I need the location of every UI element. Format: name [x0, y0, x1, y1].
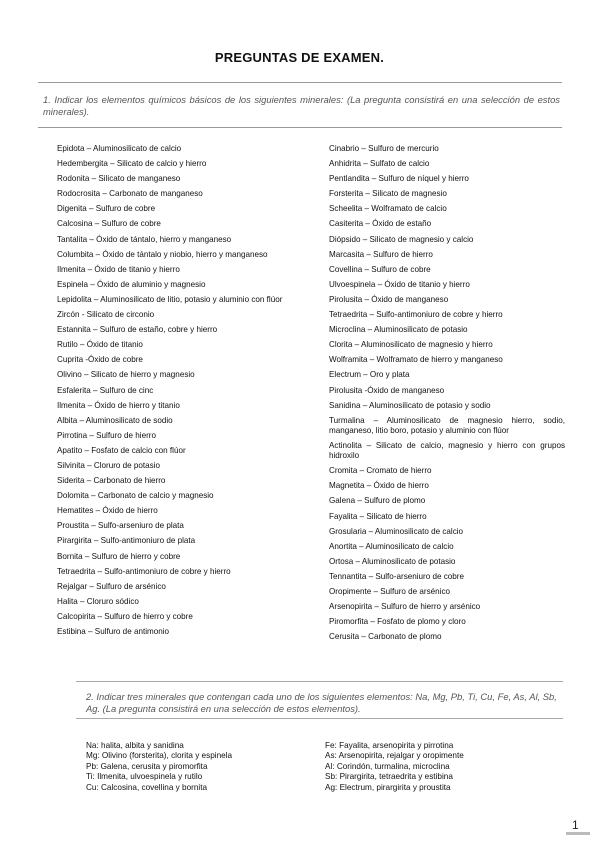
- mineral-item: Estibina – Sulfuro de antimonio: [57, 627, 170, 636]
- mineral-item: Rutilo – Óxido de titanio: [57, 340, 143, 350]
- element-item: Ti: Ilmenita, ulvoespinela y rutilo: [86, 772, 203, 782]
- mineral-item: Pirargirita – Sulfo-antimoniuro de plata: [57, 536, 196, 546]
- element-item: Mg: Olivino (forsterita), clorita y espinela: [86, 751, 233, 761]
- elements-list-left: [86, 741, 306, 793]
- mineral-item: Marcasita – Sulfuro de hierro: [329, 249, 433, 259]
- element-item: Cu: Calcosina, covellina y bornita: [86, 782, 208, 792]
- mineral-item: Casiterita – Óxido de estaño: [329, 219, 432, 229]
- mineral-item: Covellina – Sulfuro de cobre: [329, 264, 431, 274]
- mineral-item: Wolframita – Wolframato de hierro y manganeso: [329, 355, 503, 365]
- mineral-item: Siderita – Carbonato de hierro: [57, 476, 166, 486]
- mineral-item: Ortosa – Aluminosilicato de potasio: [329, 556, 456, 566]
- mineral-item: Diópsido – Silicato de magnesio y calcio: [329, 234, 474, 244]
- mineral-item: Dolomita – Carbonato de calcio y magnesio: [57, 491, 214, 501]
- mineral-item: Hematites – Óxido de hierro: [57, 506, 158, 516]
- mineral-item: Rodocrosita – Carbonato de manganeso: [57, 189, 203, 199]
- element-item: As: Arsenopirita, rejalgar y oropimente: [325, 751, 464, 761]
- mineral-item: Cromita – Cromato de hierro: [329, 466, 432, 476]
- mineral-item: Rodonita – Silicato de manganeso: [57, 174, 181, 184]
- element-item: Pb: Galena, cerusita y piromorfita: [86, 761, 208, 771]
- mineral-item: Galena – Sulfuro de plomo: [329, 496, 426, 506]
- mineral-item: Hedembergita – Silicato de calcio y hierro: [57, 159, 207, 169]
- mineral-item: Tetraedrita – Sulfo-antimoniuro de cobre y hierro: [57, 566, 231, 576]
- mineral-item: Pirolusita – Óxido de manganeso: [329, 294, 449, 304]
- mineral-item: Scheelita – Wolframato de calcio: [329, 204, 447, 214]
- mineral-item: Bornita – Sulfuro de hierro y cobre: [57, 551, 181, 561]
- mineral-item: Esfalerita – Sulfuro de cinc: [57, 385, 154, 395]
- mineral-item: Olivino – Silicato de hierro y magnesio: [57, 370, 195, 380]
- mineral-item: Turmalina – Aluminosilicato de magnesio hierro, sodio, manganeso, litio boro, potasio y aluminio con flúor: [329, 415, 565, 435]
- mineral-item: Digenita – Sulfuro de cobre: [57, 204, 156, 214]
- mineral-item: Arsenopirita – Sulfuro de hierro y arsénico: [329, 602, 481, 612]
- mineral-item: Cinabrio – Sulfuro de mercurio: [329, 144, 439, 153]
- element-item: Sb: Pirargirita, tetraedrita y estibina: [325, 772, 453, 782]
- mineral-item: Rejalgar – Sulfuro de arsénico: [57, 581, 166, 591]
- element-item: Al: Corindón, turmalina, microclina: [325, 761, 450, 771]
- mineral-item: Albita – Aluminosilicato de sodio: [57, 415, 173, 425]
- mineral-item: Tantalita – Óxido de tántalo, hierro y manganeso: [57, 234, 232, 244]
- mineral-item: Ilmenita – Óxido de hierro y titanio: [57, 400, 180, 410]
- mineral-item: Ulvoespinela – Óxido de titanio y hierro: [329, 279, 470, 289]
- mineral-item: Anortita – Aluminosilicato de calcio: [329, 541, 454, 551]
- mineral-item: Proustita – Sulfo-arseniuro de plata: [57, 521, 184, 531]
- mineral-item: Cerusita – Carbonato de plomo: [329, 632, 442, 642]
- mineral-item: Pirolusita -Óxido de manganeso: [329, 385, 445, 395]
- mineral-item: Anhidrita – Sulfato de calcio: [329, 159, 430, 169]
- mineral-item: Electrum – Oro y plata: [329, 370, 410, 380]
- page-number: 1: [572, 818, 579, 832]
- element-item: Na: halita, albita y sanidina: [86, 741, 184, 750]
- mineral-item: Lepidolita – Aluminosilicato de litio, potasio y aluminio con flúor: [57, 294, 283, 304]
- mineral-item: Espinela – Óxido de aluminio y magnesio: [57, 279, 206, 289]
- mineral-item: Zircón - Silicato de circonio: [57, 310, 155, 320]
- mineral-item: Halita – Cloruro sódico: [57, 596, 139, 606]
- mineral-item: Piromorfita – Fosfato de plomo y cloro: [329, 617, 466, 627]
- mineral-item: Silvinita – Cloruro de potasio: [57, 460, 161, 470]
- mineral-item: Clorita – Aluminosilicato de magnesio y hierro: [329, 340, 493, 350]
- mineral-item: Sanidina – Aluminosilicato de potasio y sodio: [329, 400, 491, 410]
- mineral-item: Cuprita -Óxido de cobre: [57, 355, 143, 365]
- minerals-list-left: [57, 144, 295, 642]
- question-1: 1. Indicar los elementos químicos básicos de los siguientes minerales: (La pregunta consistirá en una selección de estos minerales).: [43, 94, 560, 117]
- minerals-list-right: [329, 144, 565, 647]
- mineral-item: Tetraedrita – Sulfo-antimoniuro de cobre y hierro: [329, 310, 503, 320]
- mineral-item: Pentlandita – Sulfuro de níquel y hierro: [329, 174, 469, 184]
- element-item: Fe: Fayalita, arsenopirita y pirrotina: [325, 741, 454, 750]
- mineral-item: Epidota – Aluminosilicato de calcio: [57, 144, 182, 153]
- mineral-item: Grosularia – Aluminosilicato de calcio: [329, 526, 464, 536]
- element-item: Ag: Electrum, pirargirita y proustita: [325, 782, 451, 792]
- mineral-item: Magnetita – Óxido de hierro: [329, 481, 429, 491]
- page-title: PREGUNTAS DE EXAMEN.: [214, 50, 385, 65]
- elements-list-right: [325, 741, 555, 793]
- mineral-item: Tennantita – Sulfo-arseniuro de cobre: [329, 571, 464, 581]
- page-number-bar: [566, 832, 590, 835]
- mineral-item: Forsterita – Silicato de magnesio: [329, 189, 447, 199]
- divider: [38, 127, 562, 128]
- mineral-item: Pirrotina – Sulfuro de hierro: [57, 430, 156, 440]
- divider: [38, 82, 562, 83]
- mineral-item: Fayalita – Silicato de hierro: [329, 511, 427, 521]
- mineral-item: Ilmenita – Óxido de titanio y hierro: [57, 264, 180, 274]
- mineral-item: Apatito – Fosfato de calcio con flúor: [57, 445, 186, 455]
- question-2: 2. Indicar tres minerales que contengan cada uno de los siguientes elementos: Na, Mg, Pb, Ti, Cu, Fe, As, Al, Sb, Ag. (La pregunta consistirá en una selección de estos elementos).: [86, 691, 557, 714]
- mineral-item: Oropimente – Sulfuro de arsénico: [329, 587, 451, 597]
- mineral-item: Microclina – Aluminosilicato de potasio: [329, 325, 468, 335]
- mineral-item: Columbita – Óxido de tántalo y niobio, hierro y manganeso: [57, 249, 268, 259]
- mineral-item: Actinolita – Silicato de calcio, magnesio y hierro con grupos hidroxilo: [329, 440, 565, 461]
- mineral-item: Calcopirita – Sulfuro de hierro y cobre: [57, 611, 193, 621]
- mineral-item: Calcosina – Sulfuro de cobre: [57, 219, 161, 229]
- mineral-item: Estannita – Sulfuro de estaño, cobre y hierro: [57, 325, 218, 335]
